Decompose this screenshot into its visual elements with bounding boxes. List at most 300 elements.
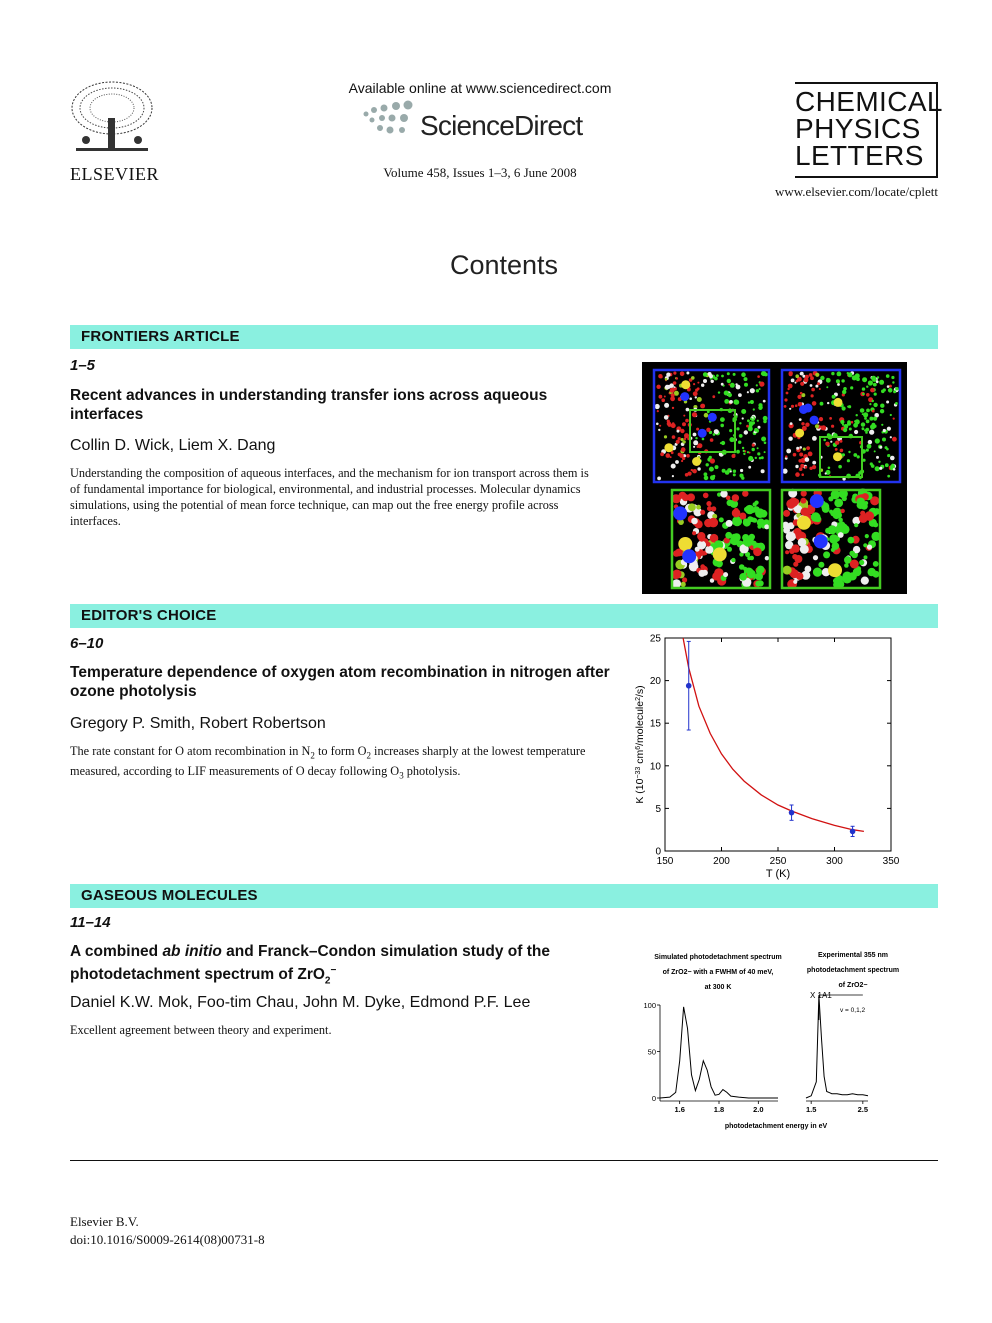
- md-atom: [859, 560, 864, 565]
- md-atom: [764, 451, 766, 453]
- md-atom: [664, 435, 667, 438]
- y-axis-label-part: 6: [634, 745, 642, 750]
- panel2-title: photodetachment spectrum: [806, 967, 900, 974]
- md-atom: [671, 464, 676, 469]
- md-atom: [703, 372, 708, 377]
- md-atom: [865, 428, 869, 432]
- md-atom: [866, 449, 869, 452]
- md-atom: [810, 384, 813, 387]
- md-atom: [890, 436, 892, 438]
- md-atom: [747, 391, 749, 393]
- md-atom: [755, 501, 759, 505]
- md-ion: [708, 413, 717, 422]
- md-panel: [671, 490, 770, 589]
- md-atom: [712, 395, 715, 398]
- md-atom: [695, 437, 697, 439]
- md-atom: [848, 372, 853, 377]
- md-atom: [828, 467, 831, 470]
- md-atom: [869, 417, 873, 421]
- md-atom: [880, 409, 884, 413]
- md-atom: [735, 383, 737, 385]
- md-atom: [678, 453, 682, 457]
- md-atom: [720, 424, 724, 428]
- md-simulation-image: [642, 362, 907, 594]
- md-atom: [848, 537, 855, 544]
- md-atom: [866, 393, 870, 397]
- md-atom: [799, 446, 802, 449]
- md-atom: [879, 446, 882, 449]
- y-axis-label-part: −33: [634, 766, 642, 779]
- md-ion: [833, 452, 842, 461]
- md-atom: [660, 452, 664, 456]
- md-atom: [887, 427, 891, 431]
- md-atom: [686, 454, 690, 458]
- md-atom: [742, 490, 748, 496]
- md-atom: [698, 535, 705, 542]
- md-atom: [725, 532, 732, 539]
- md-atom: [873, 403, 877, 407]
- md-atom: [875, 438, 880, 443]
- article-pages[interactable]: 6–10: [70, 635, 104, 652]
- y-tick-label: 20: [649, 676, 661, 688]
- article-abstract: Understanding the composition of aqueous interfaces, and the mechanism for ion transport across them is of fundamental importance for biological, environmental, and industrial processes. Molecular dynamics simulations, using the potential of mean force technique, can map out the free energy profile across interfaces.: [70, 466, 589, 528]
- md-atom: [872, 377, 877, 382]
- md-atom: [823, 439, 826, 442]
- md-atom: [705, 546, 713, 554]
- md-atom: [831, 548, 835, 552]
- md-atom: [714, 377, 718, 381]
- md-atom: [800, 372, 804, 376]
- footer-doi[interactable]: doi:10.1016/S0009-2614(08)00731-8: [70, 1232, 265, 1247]
- md-atom: [752, 444, 755, 447]
- md-atom: [666, 373, 670, 377]
- md-atom: [695, 389, 698, 392]
- md-atom: [672, 435, 676, 439]
- section-heading-bar: [70, 325, 938, 349]
- md-atom: [801, 422, 804, 425]
- md-atom: [887, 475, 890, 478]
- panel2-title: Experimental 355 nm: [817, 952, 889, 959]
- md-atom: [862, 393, 865, 396]
- section-heading: GASEOUS MOLECULES: [81, 887, 258, 904]
- md-atom: [787, 388, 789, 390]
- md-atom: [847, 420, 851, 424]
- md-atom: [786, 449, 791, 454]
- article-pages[interactable]: 11–14: [70, 914, 111, 931]
- x-tick-label: 1.5: [805, 1105, 817, 1114]
- md-atom: [837, 383, 840, 386]
- x-tick-label: 250: [769, 856, 787, 867]
- md-atom: [829, 526, 835, 532]
- md-atom: [784, 398, 787, 401]
- md-atom: [878, 461, 880, 463]
- md-atom: [686, 372, 689, 375]
- md-atom: [697, 446, 699, 448]
- md-atom: [856, 377, 860, 381]
- md-atom: [798, 459, 802, 463]
- md-atom: [703, 493, 709, 499]
- md-atom: [676, 440, 680, 444]
- md-atom: [834, 499, 843, 508]
- journal-title-line: LETTERS: [795, 140, 924, 171]
- panel1-title: of ZrO2− with a FWHM of 40 meV,: [662, 969, 774, 976]
- md-atom: [870, 388, 875, 393]
- y-tick-label: 15: [649, 718, 661, 730]
- panel2-title: of ZrO2−: [838, 982, 868, 989]
- md-atom: [659, 395, 663, 399]
- md-atom: [895, 402, 898, 405]
- md-atom: [710, 458, 715, 463]
- md-atom: [685, 419, 689, 423]
- md-atom: [844, 563, 849, 568]
- x-tick-label: 1.8: [713, 1105, 725, 1114]
- md-atom: [874, 450, 876, 452]
- md-atom: [731, 558, 735, 562]
- md-atom: [656, 385, 660, 389]
- md-atom: [788, 437, 792, 441]
- md-atom: [848, 405, 851, 408]
- md-atom: [693, 469, 697, 473]
- article-pages[interactable]: 1–5: [70, 357, 96, 374]
- md-atom: [709, 467, 714, 472]
- md-atom: [826, 378, 831, 383]
- md-atom: [681, 447, 686, 452]
- md-atom: [799, 467, 803, 471]
- md-atom: [697, 467, 700, 470]
- md-atom: [749, 556, 754, 561]
- md-atom: [794, 555, 802, 563]
- y-axis-label-part: cm: [634, 749, 646, 767]
- md-atom: [672, 570, 681, 579]
- md-atom: [747, 540, 752, 545]
- md-atom: [806, 446, 810, 450]
- md-atom: [697, 541, 706, 550]
- md-atom: [854, 420, 856, 422]
- article-abstract: Excellent agreement between theory and experiment.: [70, 1023, 332, 1037]
- md-ion: [692, 457, 701, 466]
- md-atom: [800, 392, 803, 395]
- md-atom: [889, 389, 892, 392]
- md-atom: [749, 421, 754, 426]
- molecular-dynamics-figure: [642, 362, 907, 594]
- md-atom: [817, 382, 820, 385]
- md-atom: [856, 414, 858, 416]
- md-atom: [843, 428, 847, 432]
- md-atom: [885, 446, 888, 449]
- md-atom: [682, 494, 689, 501]
- md-atom: [796, 447, 799, 450]
- md-atom: [739, 513, 746, 520]
- md-atom: [886, 374, 890, 378]
- md-atom: [708, 372, 712, 376]
- md-atom: [682, 422, 686, 426]
- y-axis-label: [634, 685, 646, 803]
- md-atom: [742, 540, 747, 545]
- md-atom: [805, 466, 808, 469]
- md-atom: [732, 454, 736, 458]
- md-atom: [693, 391, 698, 396]
- md-atom: [802, 375, 805, 378]
- md-atom: [759, 388, 761, 390]
- rate-constant-chart: [625, 630, 900, 885]
- md-atom: [890, 414, 892, 416]
- md-atom: [757, 519, 765, 527]
- md-atom: [853, 423, 858, 428]
- md-atom: [786, 532, 796, 542]
- md-atom: [744, 377, 748, 381]
- md-atom: [691, 518, 698, 525]
- abstract-text: The rate constant for O atom recombination in N: [70, 744, 311, 758]
- md-atom: [812, 401, 817, 406]
- article-title[interactable]: Recent advances in understanding transfer ions across aqueous interfaces: [70, 387, 548, 423]
- md-atom: [747, 570, 756, 579]
- md-atom: [795, 472, 800, 477]
- fit-curve: [683, 638, 864, 831]
- md-atom: [713, 475, 716, 478]
- md-atom: [682, 440, 685, 443]
- md-ion: [681, 380, 690, 389]
- md-atom: [715, 465, 719, 469]
- md-atom: [854, 523, 858, 527]
- article-title[interactable]: Temperature dependence of oxygen atom recombination in nitrogen after ozone photolysis: [70, 664, 610, 700]
- y-tick-label: 5: [655, 803, 661, 815]
- md-atom: [733, 399, 738, 404]
- md-atom: [721, 383, 724, 386]
- md-atom: [863, 412, 868, 417]
- md-atom: [761, 469, 765, 473]
- md-atom: [853, 453, 857, 457]
- md-atom: [865, 431, 868, 434]
- md-atom: [805, 375, 809, 379]
- x-tick-label: 200: [713, 856, 730, 867]
- md-atom: [704, 472, 708, 476]
- md-atom: [729, 437, 734, 442]
- md-atom: [835, 441, 839, 445]
- md-ion: [673, 506, 687, 520]
- md-atom: [756, 384, 758, 386]
- md-atom: [803, 448, 806, 451]
- md-atom: [700, 404, 705, 409]
- md-atom: [785, 455, 787, 457]
- md-atom: [792, 544, 800, 552]
- md-atom: [751, 508, 756, 513]
- sciencedirect-dots-icon: [360, 100, 420, 140]
- md-ion: [680, 392, 689, 401]
- md-atom: [658, 429, 660, 431]
- y-tick-label: 0: [651, 1094, 656, 1103]
- md-atom: [831, 490, 840, 499]
- md-atom: [799, 453, 803, 457]
- md-atom: [783, 566, 792, 575]
- md-atom: [870, 424, 875, 429]
- md-atom: [706, 542, 711, 547]
- simulated-spectrum-line: [660, 1007, 778, 1098]
- md-atom: [756, 389, 759, 392]
- md-atom: [876, 468, 879, 471]
- md-atom: [747, 419, 750, 422]
- md-atom: [805, 566, 812, 573]
- md-atom: [696, 428, 699, 431]
- md-atom: [740, 469, 743, 472]
- md-atom: [835, 448, 838, 451]
- md-atom: [727, 379, 731, 383]
- md-atom: [733, 373, 736, 376]
- md-atom: [721, 441, 725, 445]
- md-atom: [686, 408, 690, 412]
- md-atom: [862, 377, 867, 382]
- md-atom: [657, 410, 659, 412]
- md-atom: [873, 417, 877, 421]
- md-atom: [870, 462, 873, 465]
- md-atom: [809, 373, 813, 377]
- md-atom: [657, 477, 661, 481]
- md-atom: [862, 427, 865, 430]
- md-atom: [665, 378, 668, 381]
- md-atom: [883, 429, 886, 432]
- md-atom: [755, 581, 761, 587]
- md-atom: [748, 426, 753, 431]
- journal-url: www.elsevier.com/locate/cplett: [774, 184, 938, 199]
- md-atom: [893, 390, 896, 393]
- y-tick-label: 0: [655, 846, 661, 858]
- md-atom: [820, 402, 824, 406]
- data-point: [686, 683, 692, 689]
- md-atom: [667, 420, 670, 423]
- md-atom: [785, 550, 789, 554]
- panel1-title: Simulated photodetachment spectrum: [654, 954, 782, 961]
- md-atom: [729, 429, 732, 432]
- md-atom: [722, 469, 726, 473]
- md-atom: [825, 472, 827, 474]
- md-atom: [693, 383, 695, 385]
- md-atom: [836, 379, 840, 383]
- elsevier-wordmark: ELSEVIER: [70, 164, 159, 184]
- md-atom: [860, 408, 865, 413]
- md-atom: [863, 543, 867, 547]
- md-atom: [842, 574, 852, 584]
- md-atom: [748, 401, 750, 403]
- data-point: [789, 810, 795, 816]
- md-atom: [702, 551, 706, 555]
- md-atom: [693, 433, 697, 437]
- abstract-text: to form O: [314, 744, 367, 758]
- md-atom: [847, 459, 850, 462]
- md-atom: [750, 418, 753, 421]
- md-atom: [848, 451, 850, 453]
- md-atom: [700, 510, 705, 515]
- md-atom: [861, 422, 865, 426]
- md-atom: [784, 405, 787, 408]
- md-atom: [692, 412, 697, 417]
- md-atom: [850, 386, 853, 389]
- md-atom: [733, 473, 736, 476]
- volume-info: Volume 458, Issues 1–3, 6 June 2008: [383, 165, 577, 180]
- x-tick-label: 1.6: [674, 1105, 685, 1114]
- md-atom: [727, 372, 730, 375]
- md-atom: [736, 450, 740, 454]
- md-atom: [819, 417, 823, 421]
- md-atom: [664, 415, 669, 420]
- md-atom: [739, 474, 743, 478]
- subscript: 2: [366, 750, 371, 761]
- tree-icon: [66, 78, 158, 160]
- md-atom: [827, 402, 829, 404]
- md-ion: [713, 547, 727, 561]
- photodetachment-spectrum-chart: [638, 945, 918, 1135]
- md-atom: [668, 423, 672, 427]
- md-atom: [728, 393, 732, 397]
- md-atom: [709, 456, 712, 459]
- md-atom: [720, 417, 725, 422]
- md-atom: [746, 425, 749, 428]
- md-atom: [796, 380, 799, 383]
- md-atom: [838, 532, 844, 538]
- md-ion: [810, 494, 824, 508]
- x-tick-label: 2.5: [857, 1105, 869, 1114]
- md-atom: [724, 399, 729, 404]
- md-atom: [702, 438, 705, 441]
- md-atom: [703, 379, 707, 383]
- md-panel: [782, 370, 900, 482]
- md-panel: [782, 488, 881, 589]
- md-atom: [821, 425, 826, 430]
- md-atom: [660, 375, 663, 378]
- md-atom: [742, 447, 744, 449]
- title-text: A combined: [70, 943, 163, 960]
- md-atom: [659, 425, 661, 427]
- md-atom: [757, 447, 759, 449]
- md-atom: [760, 510, 768, 518]
- md-atom: [704, 519, 713, 528]
- md-atom: [873, 522, 878, 527]
- md-atom: [667, 385, 671, 389]
- md-atom: [682, 457, 685, 460]
- md-atom: [764, 524, 769, 529]
- md-atom: [741, 372, 746, 377]
- x-tick-label: 350: [882, 856, 900, 867]
- md-atom: [729, 400, 733, 404]
- title-italic: ab initio: [162, 943, 222, 960]
- md-atom: [842, 390, 846, 394]
- article-abstract: [70, 743, 590, 784]
- md-atom: [721, 375, 724, 378]
- md-atom: [689, 397, 692, 400]
- md-atom: [718, 391, 720, 393]
- md-atom: [895, 387, 898, 390]
- article-title[interactable]: [70, 942, 610, 990]
- x-axis-label: photodetachment energy in eV: [724, 1123, 828, 1130]
- md-atom: [854, 430, 858, 434]
- md-atom: [758, 426, 761, 429]
- md-atom: [866, 409, 870, 413]
- md-ion: [834, 398, 843, 407]
- md-atom: [881, 424, 883, 426]
- md-atom: [886, 401, 889, 404]
- md-atom: [864, 417, 867, 420]
- md-atom: [764, 442, 767, 445]
- md-atom: [739, 573, 747, 581]
- article-authors: Collin D. Wick, Liem X. Dang: [70, 437, 276, 454]
- md-atom: [744, 430, 748, 434]
- md-atom: [796, 572, 804, 580]
- md-atom: [691, 376, 695, 380]
- md-atom: [885, 463, 889, 467]
- section-heading-bar: [70, 884, 938, 908]
- md-atom: [811, 512, 821, 522]
- md-atom: [757, 452, 760, 455]
- md-atom: [801, 490, 807, 496]
- y-axis-label-part: /molecule: [634, 700, 646, 746]
